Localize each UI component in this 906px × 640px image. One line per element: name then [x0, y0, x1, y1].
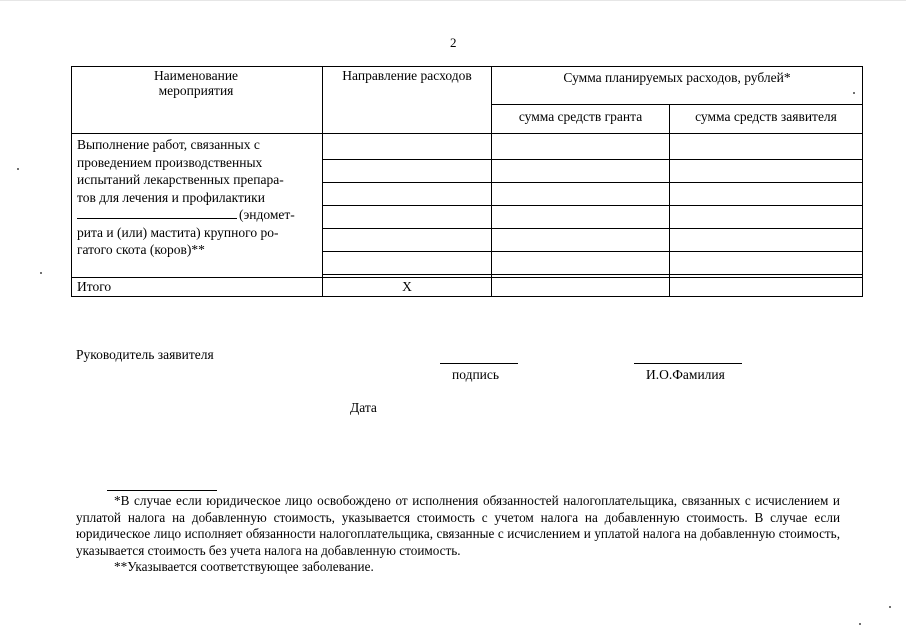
name-line — [634, 363, 742, 364]
activity-description — [77, 136, 317, 259]
header-event-name: Наименование мероприятия — [153, 68, 239, 98]
activity-line: рита и (или) мастита) крупного ро- — [77, 224, 279, 240]
row-line-3 — [322, 205, 863, 206]
signature-line — [440, 363, 518, 364]
total-label: Итого — [77, 279, 112, 294]
header-planned-expenses: Сумма планируемых расходов, рублей* — [563, 70, 791, 85]
signature-label: Руководитель заявителя — [76, 347, 214, 362]
total-row-top-line — [71, 277, 863, 278]
header-applicant-funds: сумма средств заявителя — [695, 109, 837, 124]
footnotes — [76, 493, 840, 576]
header-grant-funds: сумма средств гранта — [518, 109, 643, 124]
scan-speck — [40, 272, 42, 274]
activity-line: тов для лечения и профилактики — [77, 189, 265, 205]
activity-line: проведением производственных — [77, 154, 263, 170]
total-direction-mark: Х — [402, 279, 412, 294]
row-line-2 — [322, 182, 863, 183]
header-bottom-line — [71, 133, 863, 134]
footnote-rule — [107, 490, 217, 491]
header-expense-direction: Направление расходов — [342, 68, 472, 83]
footnote-2: **Указывается соответствующее заболевание. — [114, 559, 374, 574]
scan-speck — [889, 606, 891, 608]
row-line-4 — [322, 228, 863, 229]
scan-speck — [17, 168, 19, 170]
disease-blank-line — [77, 206, 237, 219]
row-line-6 — [322, 274, 863, 275]
activity-line: испытаний лекарственных препара- — [77, 172, 284, 187]
name-caption: И.О.Фамилия — [646, 367, 725, 382]
row-line-1 — [322, 159, 863, 160]
page-number: 2 — [450, 35, 457, 50]
table-border-left — [71, 66, 72, 297]
page-top-edge — [0, 0, 906, 1]
activity-line: Выполнение работ, связанных с — [77, 137, 260, 152]
date-label: Дата — [350, 400, 377, 415]
header-subdivider — [491, 104, 863, 105]
signature-caption: подпись — [452, 367, 500, 382]
scan-speck — [859, 623, 861, 625]
expense-table — [71, 66, 863, 297]
footnote-1: *В случае если юридическое лицо освобождено от исполнения обязанностей налогоплательщика, связанных с исчислением и уплатой налога на добавленную стоимость, указывается стоимость с учетом налога на добавленную стоимость. В случае если юридическое лицо исполняет обязанности налогоплательщика, связанные с исчислением и уплатой налога на добавленную стоимость, указывается стоимость без учета налога на добавленную стоимость. — [76, 493, 840, 558]
scan-speck — [853, 92, 855, 94]
activity-line: гатого скота (коров)** — [77, 242, 205, 257]
row-line-5 — [322, 251, 863, 252]
table-border-bottom — [71, 296, 863, 297]
activity-line: (эндомет- — [239, 207, 295, 222]
table-border-top — [71, 66, 863, 67]
